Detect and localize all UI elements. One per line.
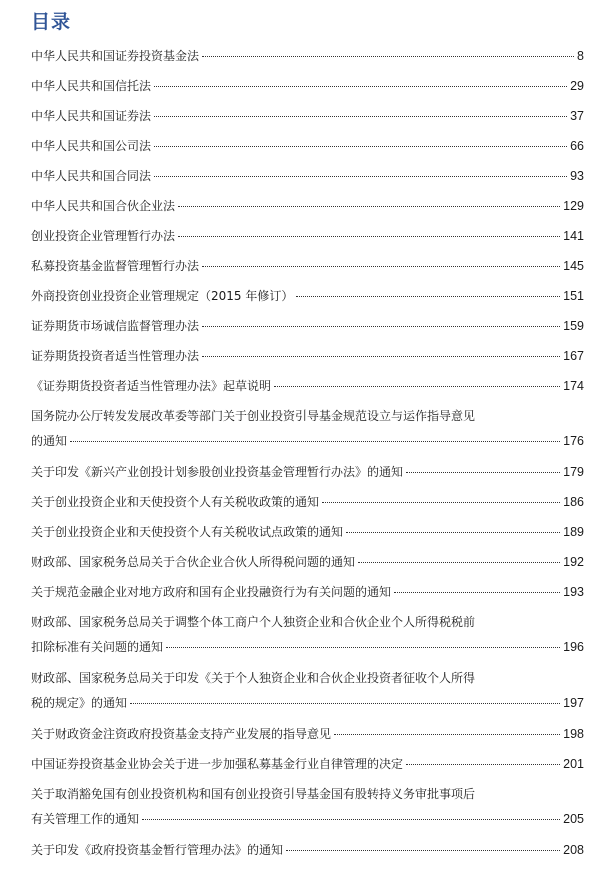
toc-entry[interactable]	[31, 460, 584, 490]
toc-entry[interactable]	[31, 722, 584, 752]
toc-page-number: 174	[563, 379, 584, 393]
toc-entry-title: 关于印发《新兴产业创投计划参股创业投资基金管理暂行办法》的通知	[31, 465, 404, 479]
toc-entry[interactable]	[31, 44, 584, 74]
toc-entry[interactable]	[31, 104, 584, 134]
toc-entry-title: 创业投资企业管理暂行办法	[31, 229, 176, 243]
toc-page-number: 192	[563, 555, 584, 569]
toc-entry-title-line2: 的通知	[31, 434, 68, 448]
toc-entry[interactable]	[31, 580, 584, 610]
dot-leader	[346, 532, 560, 533]
toc-entry-title: 中华人民共和国信托法	[31, 79, 152, 93]
toc-entry-title: 证券期货市场诚信监督管理办法	[31, 319, 200, 333]
dot-leader	[406, 764, 560, 765]
toc-entry[interactable]	[31, 404, 584, 460]
dot-leader	[202, 356, 560, 357]
toc-entry[interactable]	[31, 74, 584, 104]
toc-page-number: 151	[563, 289, 584, 303]
toc-page-number: 37	[570, 109, 584, 123]
toc-entry-title: 关于财政资金注资政府投资基金支持产业发展的指导意见	[31, 727, 332, 741]
toc-entry-title: 中华人民共和国公司法	[31, 139, 152, 153]
toc-page-number: 159	[563, 319, 584, 333]
toc-entry[interactable]	[31, 520, 584, 550]
toc-entry[interactable]	[31, 610, 584, 666]
toc-entry-title: 关于创业投资企业和天使投资个人有关税收试点政策的通知	[31, 525, 344, 539]
toc-page-number: 197	[563, 696, 584, 710]
toc-page-number: 179	[563, 465, 584, 479]
toc-page-number: 193	[563, 585, 584, 599]
toc-entry-title-line1: 财政部、国家税务总局关于调整个体工商户个人独资企业和合伙企业个人所得税税前	[31, 615, 476, 629]
toc-entry-title: 《证券期货投资者适当性管理办法》起草说明	[31, 379, 272, 393]
dot-leader	[296, 296, 560, 297]
toc-entry-title: 中华人民共和国合同法	[31, 169, 152, 183]
toc-entry[interactable]	[31, 550, 584, 580]
dot-leader	[178, 206, 560, 207]
dot-leader	[154, 146, 567, 147]
toc-entry[interactable]	[31, 164, 584, 194]
dot-leader	[202, 266, 560, 267]
dot-leader	[142, 819, 560, 820]
toc-entry[interactable]	[31, 490, 584, 520]
toc-page-number: 145	[563, 259, 584, 273]
toc-entry[interactable]	[31, 284, 584, 314]
toc-page-number: 129	[563, 199, 584, 213]
toc-entry-title: 私募投资基金监督管理暂行办法	[31, 259, 200, 273]
toc-entry-title: 证券期货投资者适当性管理办法	[31, 349, 200, 363]
toc-page-number: 186	[563, 495, 584, 509]
toc-page-number: 8	[577, 49, 584, 63]
toc-entry[interactable]	[31, 838, 584, 868]
dot-leader	[406, 472, 560, 473]
toc-entry-title-line1: 财政部、国家税务总局关于印发《关于个人独资企业和合伙企业投资者征收个人所得	[31, 671, 476, 685]
toc-entry-title: 关于印发《政府投资基金暂行管理办法》的通知	[31, 843, 284, 857]
toc-page-number: 198	[563, 727, 584, 741]
toc-entry-title: 中华人民共和国证券投资基金法	[31, 49, 200, 63]
toc-entry[interactable]	[31, 224, 584, 254]
toc-page-number: 141	[563, 229, 584, 243]
dot-leader	[154, 116, 567, 117]
toc-page-number: 189	[563, 525, 584, 539]
toc-page-number: 93	[570, 169, 584, 183]
dot-leader	[130, 703, 560, 704]
toc-page-number: 29	[570, 79, 584, 93]
dot-leader	[154, 176, 567, 177]
toc-entry-title: 中国证券投资基金业协会关于进一步加强私募基金行业自律管理的决定	[31, 757, 404, 771]
toc-page-number: 205	[563, 812, 584, 826]
toc-entry-title: 关于规范金融企业对地方政府和国有企业投融资行为有关问题的通知	[31, 585, 392, 599]
dot-leader	[394, 592, 560, 593]
toc-entry-title: 关于创业投资企业和天使投资个人有关税收政策的通知	[31, 495, 320, 509]
dot-leader	[334, 734, 560, 735]
toc-heading: 目录	[31, 11, 72, 33]
dot-leader	[178, 236, 560, 237]
toc-page-number: 196	[563, 640, 584, 654]
dot-leader	[358, 562, 560, 563]
toc-page-number: 208	[563, 843, 584, 857]
toc-page-number: 176	[563, 434, 584, 448]
toc-entry[interactable]	[31, 254, 584, 284]
toc-entry[interactable]	[31, 752, 584, 782]
toc-page-number: 201	[563, 757, 584, 771]
toc-entry-title: 外商投资创业投资企业管理规定（2015 年修订）	[31, 289, 294, 303]
toc-list	[31, 44, 584, 868]
toc-entry[interactable]	[31, 374, 584, 404]
dot-leader	[154, 86, 567, 87]
toc-entry-title-line2: 有关管理工作的通知	[31, 812, 140, 826]
dot-leader	[202, 326, 560, 327]
toc-entry-title-line2: 税的规定》的通知	[31, 696, 128, 710]
toc-entry[interactable]	[31, 344, 584, 374]
toc-entry-title-line2: 扣除标准有关问题的通知	[31, 640, 164, 654]
toc-entry-title: 中华人民共和国合伙企业法	[31, 199, 176, 213]
toc-entry[interactable]	[31, 782, 584, 838]
toc-page-number: 167	[563, 349, 584, 363]
toc-entry-title-line1: 关于取消豁免国有创业投资机构和国有创业投资引导基金国有股转持义务审批事项后	[31, 787, 476, 801]
toc-entry-title: 财政部、国家税务总局关于合伙企业合伙人所得税问题的通知	[31, 555, 356, 569]
dot-leader	[166, 647, 560, 648]
dot-leader	[70, 441, 560, 442]
toc-page-number: 66	[570, 139, 584, 153]
toc-entry[interactable]	[31, 134, 584, 164]
toc-entry[interactable]	[31, 314, 584, 344]
dot-leader	[274, 386, 560, 387]
dot-leader	[202, 56, 574, 57]
dot-leader	[286, 850, 560, 851]
toc-entry[interactable]	[31, 666, 584, 722]
dot-leader	[322, 502, 560, 503]
toc-entry-title: 中华人民共和国证券法	[31, 109, 152, 123]
toc-entry-title-line1: 国务院办公厅转发发展改革委等部门关于创业投资引导基金规范设立与运作指导意见	[31, 409, 476, 423]
toc-entry[interactable]	[31, 194, 584, 224]
